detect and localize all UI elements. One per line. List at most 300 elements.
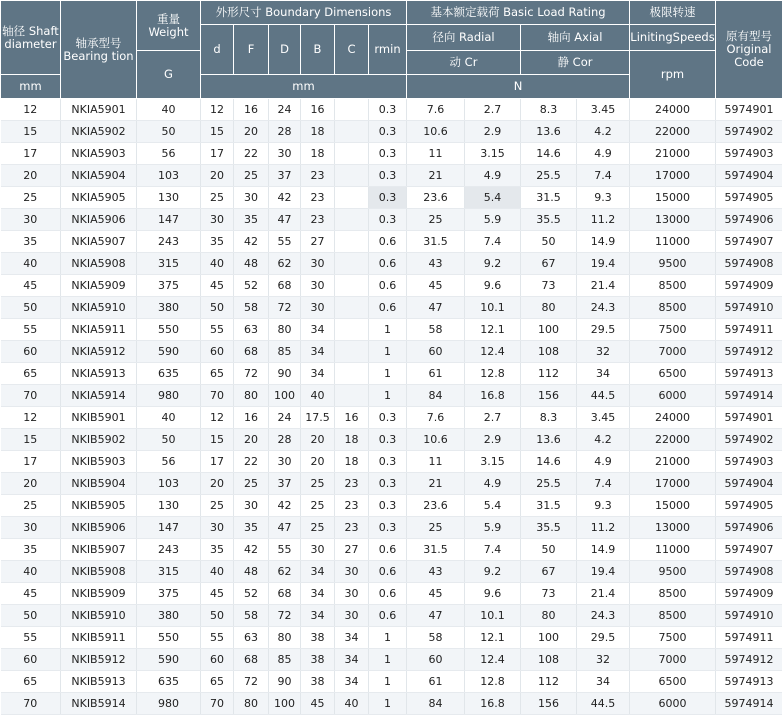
cell-weight: 380: [137, 605, 201, 627]
cell-radial-col2: 9.2: [465, 253, 521, 275]
cell-axial-col1: 14.6: [521, 143, 577, 165]
cell-static-cor: 7.4: [577, 165, 630, 187]
cell-shaft-diameter: 15: [1, 429, 61, 451]
cell-limiting-speed: 7000: [630, 341, 716, 363]
cell-dim-F: 80: [234, 385, 269, 407]
cell-bearing-model: NKIA5907: [61, 231, 137, 253]
cell-bearing-model: NKIA5906: [61, 209, 137, 231]
cell-dim-D: 72: [269, 297, 301, 319]
cell-dim-D: 42: [269, 495, 301, 517]
cell-dyn-radial-cr: 23.6: [407, 495, 465, 517]
table-row: [1, 583, 782, 605]
cell-radial-col2: 10.1: [465, 605, 521, 627]
cell-bearing-model: NKIA5911: [61, 319, 137, 341]
cell-dim-F: 20: [234, 429, 269, 451]
table-row: [1, 231, 782, 253]
cell-dim-C: 18: [335, 451, 369, 473]
cell-bearing-model: NKIA5909: [61, 275, 137, 297]
cell-shaft-diameter: 30: [1, 209, 61, 231]
col-d: d: [201, 25, 234, 75]
cell-dyn-radial-cr: 45: [407, 583, 465, 605]
cell-dim-F: 72: [234, 671, 269, 693]
cell-radial-col2: 2.7: [465, 407, 521, 429]
cell-dyn-radial-cr: 58: [407, 319, 465, 341]
cell-dim-B: 18: [301, 121, 335, 143]
unit-shaft: mm: [1, 75, 61, 99]
cell-original-code: 5974908: [716, 253, 782, 275]
cell-bearing-model: NKIA5905: [61, 187, 137, 209]
col-radial: 径向 Radial: [407, 25, 521, 51]
cell-axial-col1: 100: [521, 627, 577, 649]
cell-dim-D: 24: [269, 407, 301, 429]
cell-dim-rmin: 0.6: [369, 231, 407, 253]
cell-dim-D: 55: [269, 231, 301, 253]
cell-dim-rmin: 0.3: [369, 121, 407, 143]
table-row: [1, 693, 782, 715]
cell-limiting-speed: 22000: [630, 121, 716, 143]
cell-axial-col1: 14.6: [521, 451, 577, 473]
cell-weight: 130: [137, 495, 201, 517]
cell-shaft-diameter: 55: [1, 319, 61, 341]
cell-original-code: 5974907: [716, 539, 782, 561]
cell-dim-d: 30: [201, 209, 234, 231]
cell-dim-rmin: 1: [369, 319, 407, 341]
cell-bearing-model: NKIB5909: [61, 583, 137, 605]
cell-dim-D: 85: [269, 649, 301, 671]
cell-weight: 315: [137, 561, 201, 583]
cell-dim-B: 38: [301, 671, 335, 693]
table-row: [1, 297, 782, 319]
cell-dim-rmin: 0.3: [369, 495, 407, 517]
cell-limiting-speed: 21000: [630, 451, 716, 473]
cell-original-code: 5974904: [716, 165, 782, 187]
cell-limiting-speed: 24000: [630, 407, 716, 429]
cell-radial-col2: 5.4: [465, 187, 521, 209]
cell-dim-d: 60: [201, 341, 234, 363]
cell-bearing-model: NKIA5904: [61, 165, 137, 187]
cell-dim-B: 18: [301, 143, 335, 165]
cell-weight: 243: [137, 539, 201, 561]
cell-original-code: 5974905: [716, 495, 782, 517]
cell-dim-C: 16: [335, 407, 369, 429]
cell-dim-d: 12: [201, 99, 234, 121]
cell-dyn-radial-cr: 61: [407, 363, 465, 385]
cell-dim-d: 35: [201, 231, 234, 253]
cell-dim-B: 34: [301, 363, 335, 385]
cell-dyn-radial-cr: 11: [407, 143, 465, 165]
cell-radial-col2: 4.9: [465, 165, 521, 187]
cell-weight: 375: [137, 275, 201, 297]
cell-original-code: 5974909: [716, 275, 782, 297]
cell-dim-D: 85: [269, 341, 301, 363]
cell-bearing-model: NKIA5901: [61, 99, 137, 121]
cell-dim-F: 35: [234, 517, 269, 539]
cell-dim-C: [335, 297, 369, 319]
table-row: [1, 517, 782, 539]
cell-dyn-radial-cr: 61: [407, 671, 465, 693]
cell-limiting-speed: 15000: [630, 495, 716, 517]
cell-static-cor: 32: [577, 649, 630, 671]
cell-limiting-speed: 7500: [630, 627, 716, 649]
cell-bearing-model: NKIB5904: [61, 473, 137, 495]
cell-dim-B: 20: [301, 429, 335, 451]
cell-weight: 550: [137, 627, 201, 649]
cell-radial-col2: 5.9: [465, 517, 521, 539]
table-row: [1, 121, 782, 143]
cell-weight: 380: [137, 297, 201, 319]
cell-static-cor: 21.4: [577, 275, 630, 297]
cell-dim-D: 100: [269, 693, 301, 715]
cell-radial-col2: 9.2: [465, 561, 521, 583]
cell-dim-D: 80: [269, 319, 301, 341]
col-axial: 轴向 Axial: [521, 25, 630, 51]
cell-shaft-diameter: 25: [1, 495, 61, 517]
cell-radial-col2: 5.4: [465, 495, 521, 517]
cell-shaft-diameter: 12: [1, 407, 61, 429]
table-row: [1, 143, 782, 165]
cell-original-code: 5974903: [716, 143, 782, 165]
col-dynamic-cr: 动 Cr: [407, 51, 521, 75]
col-bearing-model: 轴承型号 Bearing tion: [61, 1, 137, 99]
cell-static-cor: 4.9: [577, 143, 630, 165]
cell-static-cor: 9.3: [577, 187, 630, 209]
cell-original-code: 5974911: [716, 319, 782, 341]
cell-dim-C: [335, 275, 369, 297]
cell-bearing-model: NKIB5913: [61, 671, 137, 693]
cell-dim-d: 60: [201, 649, 234, 671]
cell-dim-F: 52: [234, 275, 269, 297]
cell-bearing-model: NKIA5903: [61, 143, 137, 165]
cell-dim-D: 28: [269, 121, 301, 143]
cell-limiting-speed: 6000: [630, 693, 716, 715]
col-original-code: 原有型号 Original Code: [716, 1, 782, 99]
cell-dim-C: [335, 209, 369, 231]
cell-limiting-speed: 6500: [630, 363, 716, 385]
cell-dim-F: 58: [234, 297, 269, 319]
cell-bearing-model: NKIA5913: [61, 363, 137, 385]
cell-dim-d: 65: [201, 363, 234, 385]
cell-weight: 103: [137, 165, 201, 187]
cell-shaft-diameter: 60: [1, 341, 61, 363]
cell-axial-col1: 13.6: [521, 429, 577, 451]
cell-dim-F: 68: [234, 341, 269, 363]
cell-dim-rmin: 1: [369, 649, 407, 671]
cell-radial-col2: 3.15: [465, 451, 521, 473]
cell-dim-C: [335, 319, 369, 341]
cell-weight: 243: [137, 231, 201, 253]
cell-weight: 147: [137, 517, 201, 539]
cell-shaft-diameter: 17: [1, 143, 61, 165]
cell-static-cor: 24.3: [577, 297, 630, 319]
cell-bearing-model: NKIB5901: [61, 407, 137, 429]
cell-dim-d: 45: [201, 275, 234, 297]
cell-dim-B: 30: [301, 297, 335, 319]
cell-dim-F: 35: [234, 209, 269, 231]
cell-axial-col1: 8.3: [521, 99, 577, 121]
cell-dim-F: 48: [234, 253, 269, 275]
cell-dim-C: 30: [335, 583, 369, 605]
cell-shaft-diameter: 55: [1, 627, 61, 649]
cell-dim-C: 23: [335, 517, 369, 539]
cell-dim-D: 28: [269, 429, 301, 451]
cell-dim-D: 62: [269, 253, 301, 275]
unit-load: N: [407, 75, 630, 99]
cell-dim-D: 30: [269, 143, 301, 165]
cell-dim-B: 34: [301, 341, 335, 363]
cell-dyn-radial-cr: 25: [407, 517, 465, 539]
cell-dim-F: 25: [234, 165, 269, 187]
cell-shaft-diameter: 15: [1, 121, 61, 143]
cell-shaft-diameter: 50: [1, 297, 61, 319]
cell-original-code: 5974913: [716, 671, 782, 693]
cell-dyn-radial-cr: 31.5: [407, 231, 465, 253]
cell-static-cor: 11.2: [577, 209, 630, 231]
cell-dim-D: 37: [269, 165, 301, 187]
col-speed-sub: LinitingSpeeds: [630, 25, 716, 51]
unit-speed: rpm: [630, 51, 716, 99]
cell-radial-col2: 4.9: [465, 473, 521, 495]
cell-dim-rmin: 0.6: [369, 539, 407, 561]
cell-original-code: 5974907: [716, 231, 782, 253]
cell-radial-col2: 7.4: [465, 539, 521, 561]
col-weight: 重量 Weight: [137, 1, 201, 51]
cell-dim-B: 25: [301, 517, 335, 539]
cell-dim-D: 42: [269, 187, 301, 209]
cell-dim-B: 25: [301, 495, 335, 517]
cell-limiting-speed: 7500: [630, 319, 716, 341]
cell-dim-D: 100: [269, 385, 301, 407]
cell-original-code: 5974910: [716, 605, 782, 627]
cell-dim-C: 40: [335, 693, 369, 715]
cell-dyn-radial-cr: 23.6: [407, 187, 465, 209]
cell-shaft-diameter: 20: [1, 473, 61, 495]
cell-dyn-radial-cr: 47: [407, 605, 465, 627]
cell-limiting-speed: 21000: [630, 143, 716, 165]
cell-axial-col1: 108: [521, 341, 577, 363]
cell-dim-F: 63: [234, 627, 269, 649]
cell-dim-d: 17: [201, 143, 234, 165]
cell-dim-B: 25: [301, 473, 335, 495]
cell-dim-F: 58: [234, 605, 269, 627]
cell-weight: 40: [137, 407, 201, 429]
cell-dim-d: 40: [201, 561, 234, 583]
cell-dyn-radial-cr: 25: [407, 209, 465, 231]
cell-shaft-diameter: 65: [1, 671, 61, 693]
cell-limiting-speed: 8500: [630, 275, 716, 297]
cell-static-cor: 32: [577, 341, 630, 363]
cell-bearing-model: NKIB5903: [61, 451, 137, 473]
cell-axial-col1: 50: [521, 539, 577, 561]
cell-axial-col1: 112: [521, 363, 577, 385]
cell-dim-C: [335, 231, 369, 253]
cell-original-code: 5974909: [716, 583, 782, 605]
cell-dim-B: 34: [301, 605, 335, 627]
cell-dim-rmin: 1: [369, 671, 407, 693]
cell-dim-rmin: 0.3: [369, 165, 407, 187]
cell-axial-col1: 31.5: [521, 495, 577, 517]
cell-limiting-speed: 17000: [630, 473, 716, 495]
cell-dim-B: 38: [301, 649, 335, 671]
cell-axial-col1: 73: [521, 275, 577, 297]
cell-shaft-diameter: 65: [1, 363, 61, 385]
cell-dim-rmin: 0.6: [369, 605, 407, 627]
cell-static-cor: 44.5: [577, 385, 630, 407]
cell-weight: 635: [137, 363, 201, 385]
cell-radial-col2: 12.1: [465, 627, 521, 649]
cell-static-cor: 4.2: [577, 429, 630, 451]
cell-dim-C: 18: [335, 429, 369, 451]
cell-dim-C: 30: [335, 605, 369, 627]
cell-dim-F: 68: [234, 649, 269, 671]
table-row: [1, 165, 782, 187]
cell-dim-B: 23: [301, 187, 335, 209]
cell-dim-D: 90: [269, 671, 301, 693]
cell-dim-F: 48: [234, 561, 269, 583]
cell-static-cor: 24.3: [577, 605, 630, 627]
col-limiting-speed: 极限转速: [630, 1, 716, 25]
cell-dim-F: 22: [234, 143, 269, 165]
cell-radial-col2: 10.1: [465, 297, 521, 319]
cell-limiting-speed: 8500: [630, 605, 716, 627]
cell-original-code: 5974901: [716, 99, 782, 121]
table-row: [1, 209, 782, 231]
cell-static-cor: 4.9: [577, 451, 630, 473]
cell-dyn-radial-cr: 43: [407, 561, 465, 583]
cell-radial-col2: 12.4: [465, 341, 521, 363]
cell-dim-D: 24: [269, 99, 301, 121]
cell-limiting-speed: 15000: [630, 187, 716, 209]
table-row: [1, 495, 782, 517]
cell-bearing-model: NKIA5910: [61, 297, 137, 319]
cell-original-code: 5974914: [716, 693, 782, 715]
cell-dyn-radial-cr: 21: [407, 473, 465, 495]
cell-radial-col2: 9.6: [465, 275, 521, 297]
cell-dim-B: 45: [301, 693, 335, 715]
cell-weight: 50: [137, 121, 201, 143]
cell-weight: 56: [137, 143, 201, 165]
cell-weight: 50: [137, 429, 201, 451]
cell-static-cor: 21.4: [577, 583, 630, 605]
cell-dim-B: 30: [301, 253, 335, 275]
table-row: [1, 671, 782, 693]
cell-dim-d: 65: [201, 671, 234, 693]
cell-limiting-speed: 6000: [630, 385, 716, 407]
unit-weight: G: [137, 51, 201, 99]
cell-dim-B: 38: [301, 627, 335, 649]
cell-dim-B: 30: [301, 275, 335, 297]
cell-dim-d: 70: [201, 693, 234, 715]
cell-original-code: 5974905: [716, 187, 782, 209]
cell-axial-col1: 80: [521, 605, 577, 627]
cell-dim-d: 70: [201, 385, 234, 407]
cell-radial-col2: 3.15: [465, 143, 521, 165]
col-basic-load-rating: 基本额定载荷 Basic Load Rating: [407, 1, 630, 25]
cell-dim-B: 34: [301, 583, 335, 605]
cell-limiting-speed: 6500: [630, 671, 716, 693]
cell-dim-D: 37: [269, 473, 301, 495]
cell-dim-d: 20: [201, 165, 234, 187]
cell-dim-rmin: 0.3: [369, 517, 407, 539]
cell-axial-col1: 35.5: [521, 209, 577, 231]
cell-dim-rmin: 0.6: [369, 297, 407, 319]
cell-bearing-model: NKIB5902: [61, 429, 137, 451]
cell-dim-F: 52: [234, 583, 269, 605]
table-row: [1, 275, 782, 297]
cell-original-code: 5974911: [716, 627, 782, 649]
cell-original-code: 5974901: [716, 407, 782, 429]
cell-bearing-model: NKIB5911: [61, 627, 137, 649]
cell-dim-F: 20: [234, 121, 269, 143]
cell-dim-F: 22: [234, 451, 269, 473]
cell-radial-col2: 5.9: [465, 209, 521, 231]
cell-axial-col1: 50: [521, 231, 577, 253]
cell-shaft-diameter: 40: [1, 253, 61, 275]
cell-dim-C: [335, 341, 369, 363]
cell-weight: 635: [137, 671, 201, 693]
cell-weight: 980: [137, 385, 201, 407]
cell-dyn-radial-cr: 84: [407, 693, 465, 715]
cell-original-code: 5974906: [716, 209, 782, 231]
cell-weight: 980: [137, 693, 201, 715]
cell-dim-C: [335, 363, 369, 385]
cell-bearing-model: NKIB5905: [61, 495, 137, 517]
cell-dim-F: 30: [234, 495, 269, 517]
cell-dyn-radial-cr: 47: [407, 297, 465, 319]
cell-axial-col1: 80: [521, 297, 577, 319]
cell-static-cor: 9.3: [577, 495, 630, 517]
cell-dim-C: [335, 165, 369, 187]
cell-dim-rmin: 0.6: [369, 583, 407, 605]
cell-dim-rmin: 1: [369, 627, 407, 649]
cell-dim-C: 23: [335, 495, 369, 517]
cell-radial-col2: 12.8: [465, 363, 521, 385]
table-row: [1, 561, 782, 583]
cell-original-code: 5974912: [716, 341, 782, 363]
cell-axial-col1: 67: [521, 253, 577, 275]
cell-static-cor: 3.45: [577, 99, 630, 121]
col-C: C: [335, 25, 369, 75]
cell-dim-D: 47: [269, 209, 301, 231]
cell-dyn-radial-cr: 21: [407, 165, 465, 187]
cell-dyn-radial-cr: 10.6: [407, 429, 465, 451]
cell-dim-B: 16: [301, 99, 335, 121]
cell-weight: 40: [137, 99, 201, 121]
cell-weight: 103: [137, 473, 201, 495]
cell-dim-rmin: 1: [369, 385, 407, 407]
cell-limiting-speed: 9500: [630, 253, 716, 275]
cell-dim-C: 34: [335, 627, 369, 649]
cell-bearing-model: NKIB5907: [61, 539, 137, 561]
cell-static-cor: 44.5: [577, 693, 630, 715]
cell-dim-C: 34: [335, 649, 369, 671]
cell-bearing-model: NKIA5908: [61, 253, 137, 275]
cell-dim-C: [335, 187, 369, 209]
cell-dim-d: 45: [201, 583, 234, 605]
cell-shaft-diameter: 70: [1, 385, 61, 407]
table-row: [1, 627, 782, 649]
cell-shaft-diameter: 35: [1, 231, 61, 253]
cell-dim-B: 20: [301, 451, 335, 473]
col-boundary-dimensions: 外形尺寸 Boundary Dimensions: [201, 1, 407, 25]
cell-limiting-speed: 13000: [630, 209, 716, 231]
cell-dyn-radial-cr: 11: [407, 451, 465, 473]
cell-dyn-radial-cr: 7.6: [407, 407, 465, 429]
col-rmin: rmin: [369, 25, 407, 75]
cell-static-cor: 11.2: [577, 517, 630, 539]
cell-radial-col2: 2.9: [465, 429, 521, 451]
cell-dim-F: 16: [234, 99, 269, 121]
cell-radial-col2: 12.1: [465, 319, 521, 341]
